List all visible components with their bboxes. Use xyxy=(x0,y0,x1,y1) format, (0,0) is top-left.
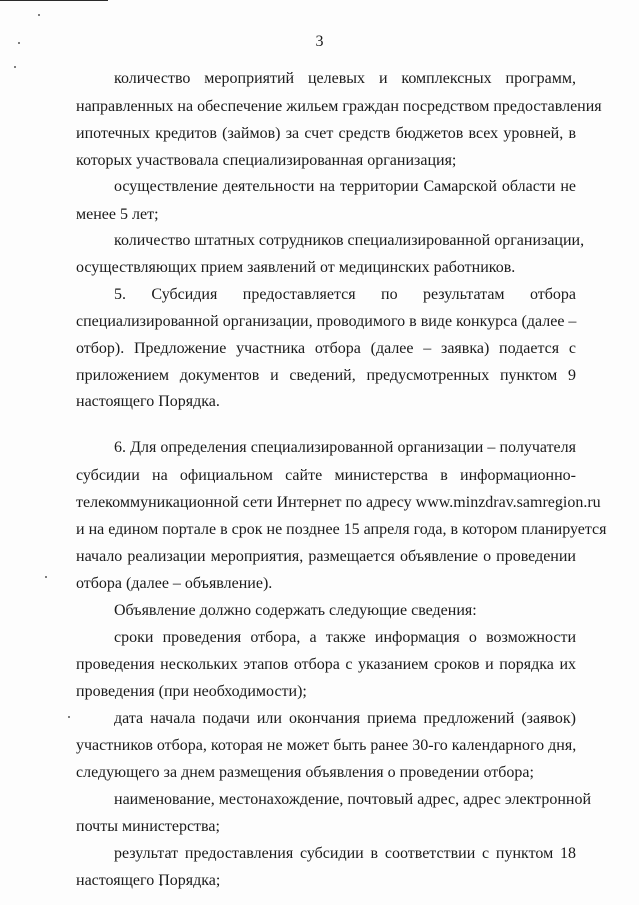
text-line: проведения нескольких этапов отбора с указанием сроков и порядка их xyxy=(76,656,576,673)
scan-speck xyxy=(14,66,16,68)
text-line: направленных на обеспечение жильем граждан посредством предоставления xyxy=(76,98,602,115)
text-line: количество мероприятий целевых и комплексных программ, xyxy=(114,70,576,87)
scan-artifact-line xyxy=(0,0,108,1)
text-line: 5. Субсидия предоставляется по результатам отбора xyxy=(114,286,576,303)
text-line: сроки проведения отбора, а также информация о возможности xyxy=(114,629,576,646)
text-line: отбора (далее – объявление). xyxy=(76,575,273,592)
text-line: наименование, местонахождение, почтовый адрес, адрес электронной xyxy=(114,791,592,808)
text-line: отбор). Предложение участника отбора (далее – заявка) подается с xyxy=(76,340,576,357)
scan-speck xyxy=(68,716,70,718)
text-line: проведения (при необходимости); xyxy=(76,683,307,700)
text-line: следующего за днем размещения объявления о проведении отбора; xyxy=(76,764,534,781)
text-line: осуществляющих прием заявлений от медицинских работников. xyxy=(76,259,516,276)
text-line: дата начала подачи или окончания приема предложений (заявок) xyxy=(114,710,576,727)
text-line: специализированной организации, проводимого в виде конкурса (далее – xyxy=(76,313,577,330)
text-line: и на едином портале в срок не позднее 15 апреля года, в котором планируется xyxy=(76,521,607,538)
text-line: результат предоставления субсидии в соответствии с пунктом 18 xyxy=(114,845,576,862)
text-line: Объявление должно содержать следующие сведения: xyxy=(114,602,477,619)
text-line: которых участвовала специализированная организация; xyxy=(76,152,457,169)
text-line: участников отбора, которая не может быть ранее 30-го календарного дня, xyxy=(76,737,577,754)
text-line: телекоммуникационной сети Интернет по адресу www.minzdrav.samregion.ru xyxy=(76,494,601,511)
page-number: 3 xyxy=(315,33,324,50)
text-line: приложением документов и сведений, предусмотренных пунктом 9 xyxy=(76,367,576,384)
text-line: начало реализации мероприятия, размещается объявление о проведении xyxy=(76,548,576,565)
scan-speck xyxy=(45,576,47,578)
text-line: количество штатных сотрудников специализированной организации, xyxy=(114,232,585,249)
text-line: субсидии на официальном сайте министерства в информационно- xyxy=(76,467,576,484)
text-line: 6. Для определения специализированной организации – получателя xyxy=(114,439,576,456)
text-line: осуществление деятельности на территории Самарской области не xyxy=(114,178,576,195)
scan-speck xyxy=(38,14,40,16)
text-line: настоящего Порядка; xyxy=(76,872,221,889)
text-line: ипотечных кредитов (займов) за счет средств бюджетов всех уровней, в xyxy=(76,125,576,142)
text-line: менее 5 лет; xyxy=(76,206,159,223)
text-line: почты министерства; xyxy=(76,818,220,835)
text-line: настоящего Порядка. xyxy=(76,393,220,410)
